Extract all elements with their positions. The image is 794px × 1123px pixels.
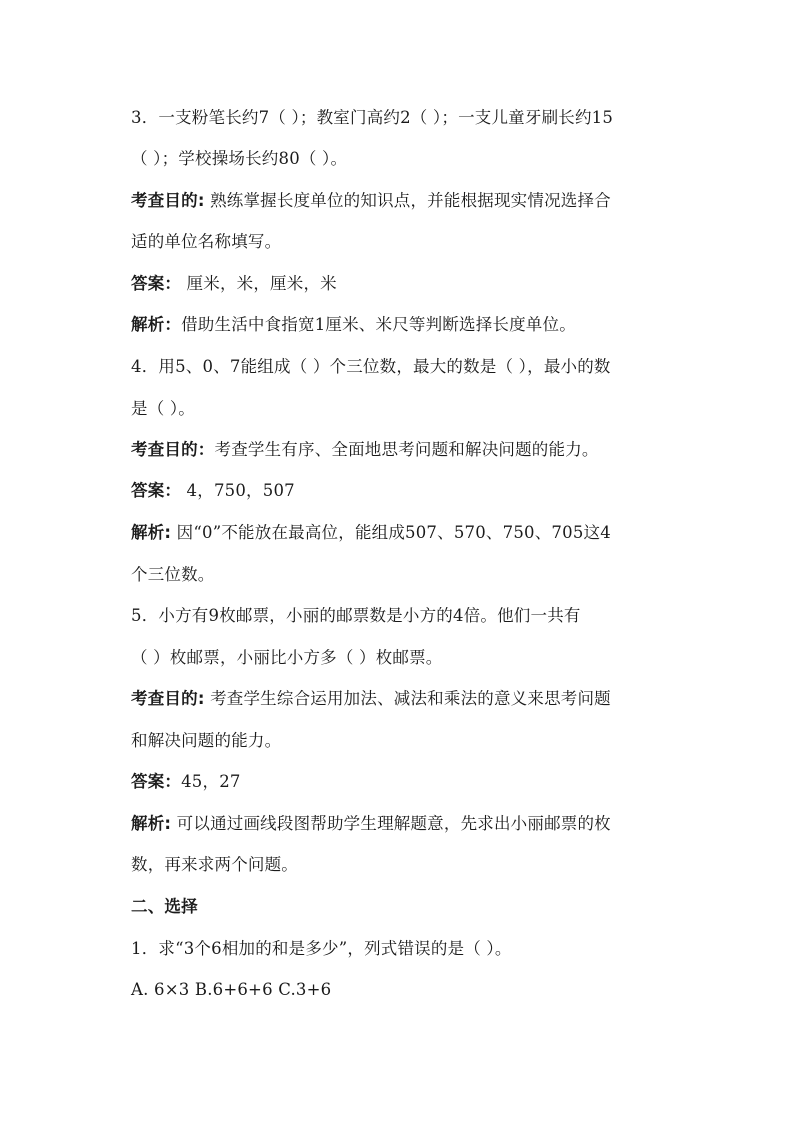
q5-answer [131,772,241,792]
question-4-line-2: 是（ ）。 [131,399,195,418]
question-5-line-2: （ ）枚邮票，小丽比小方多（ ）枚邮票。 [131,648,443,667]
answer-text: 厘米，米，厘米，米 [181,274,337,293]
section-2-question-1-options: A. 6×3 B.6+6+6 C.3+6 [131,980,332,999]
q5-analysis-line-2: 数，再来求两个问题。 [131,855,298,874]
purpose-text: 考查学生有序、全面地思考问题和解决问题的能力。 [214,440,599,459]
answer-label: 答案： [131,274,182,293]
q3-analysis [131,315,576,335]
question-5-line-1: 5．小方有9枚邮票，小丽的邮票数是小方的4倍。他们一共有 [131,606,581,625]
purpose-text: 考查学生综合运用加法、减法和乘法的意义来思考问题 [210,689,611,708]
q4-purpose [131,440,599,460]
q5-purpose-line-2: 和解决问题的能力。 [131,731,282,750]
q3-answer [131,274,337,294]
answer-text: 45，27 [181,772,241,791]
purpose-label: 考查目的 [131,689,198,708]
question-4-line-1: 4．用5、0、7能组成（ ）个三位数，最大的数是（ ），最小的数 [131,357,611,376]
purpose-label: 考查目的 [131,191,198,210]
analysis-text: 借助生活中食指宽1厘米、米尺等判断选择长度单位。 [181,315,576,334]
purpose-text: 熟练掌握长度单位的知识点，并能根据现实情况选择合 [210,191,611,210]
analysis-text: 可以通过画线段图帮助学生理解题意，先求出小丽邮票的枚 [176,814,611,833]
question-3-line-1: 3．一支粉笔长约7（ ）；教室门高约2（ ）；一支儿童牙刷长约15 [131,108,614,127]
section-2-question-1: 1．求“3个6相加的和是多少”，列式错误的是（ ）。 [131,939,512,958]
analysis-label: 解析 [131,523,165,542]
purpose-label: 考查目的： [131,440,215,459]
q3-purpose-line-2: 适的单位名称填写。 [131,232,282,251]
q3-purpose-line-1: 考查目的: 熟练掌握长度单位的知识点，并能根据现实情况选择合 [131,191,611,210]
analysis-label: 解析： [131,315,182,334]
section-2-title: 二、选择 [131,897,198,916]
analysis-text: 因“0”不能放在最高位，能组成507、570、750、705这4 [176,523,611,542]
q5-purpose-line-1: 考查目的: 考查学生综合运用加法、减法和乘法的意义来思考问题 [131,689,611,708]
q4-analysis-line-1: 解析: 因“0”不能放在最高位，能组成507、570、750、705这4 [131,523,611,542]
answer-label: 答案： [131,481,182,500]
analysis-label: 解析 [131,814,165,833]
answer-label: 答案： [131,772,182,791]
answer-text: 4，750，507 [181,481,295,500]
q4-analysis-line-2: 个三位数。 [131,565,215,584]
question-3-line-2: （ ）；学校操场长约80（ ）。 [131,149,348,168]
q5-analysis-line-1: 解析: 可以通过画线段图帮助学生理解题意，先求出小丽邮票的枚 [131,814,611,833]
q4-answer [131,481,295,501]
